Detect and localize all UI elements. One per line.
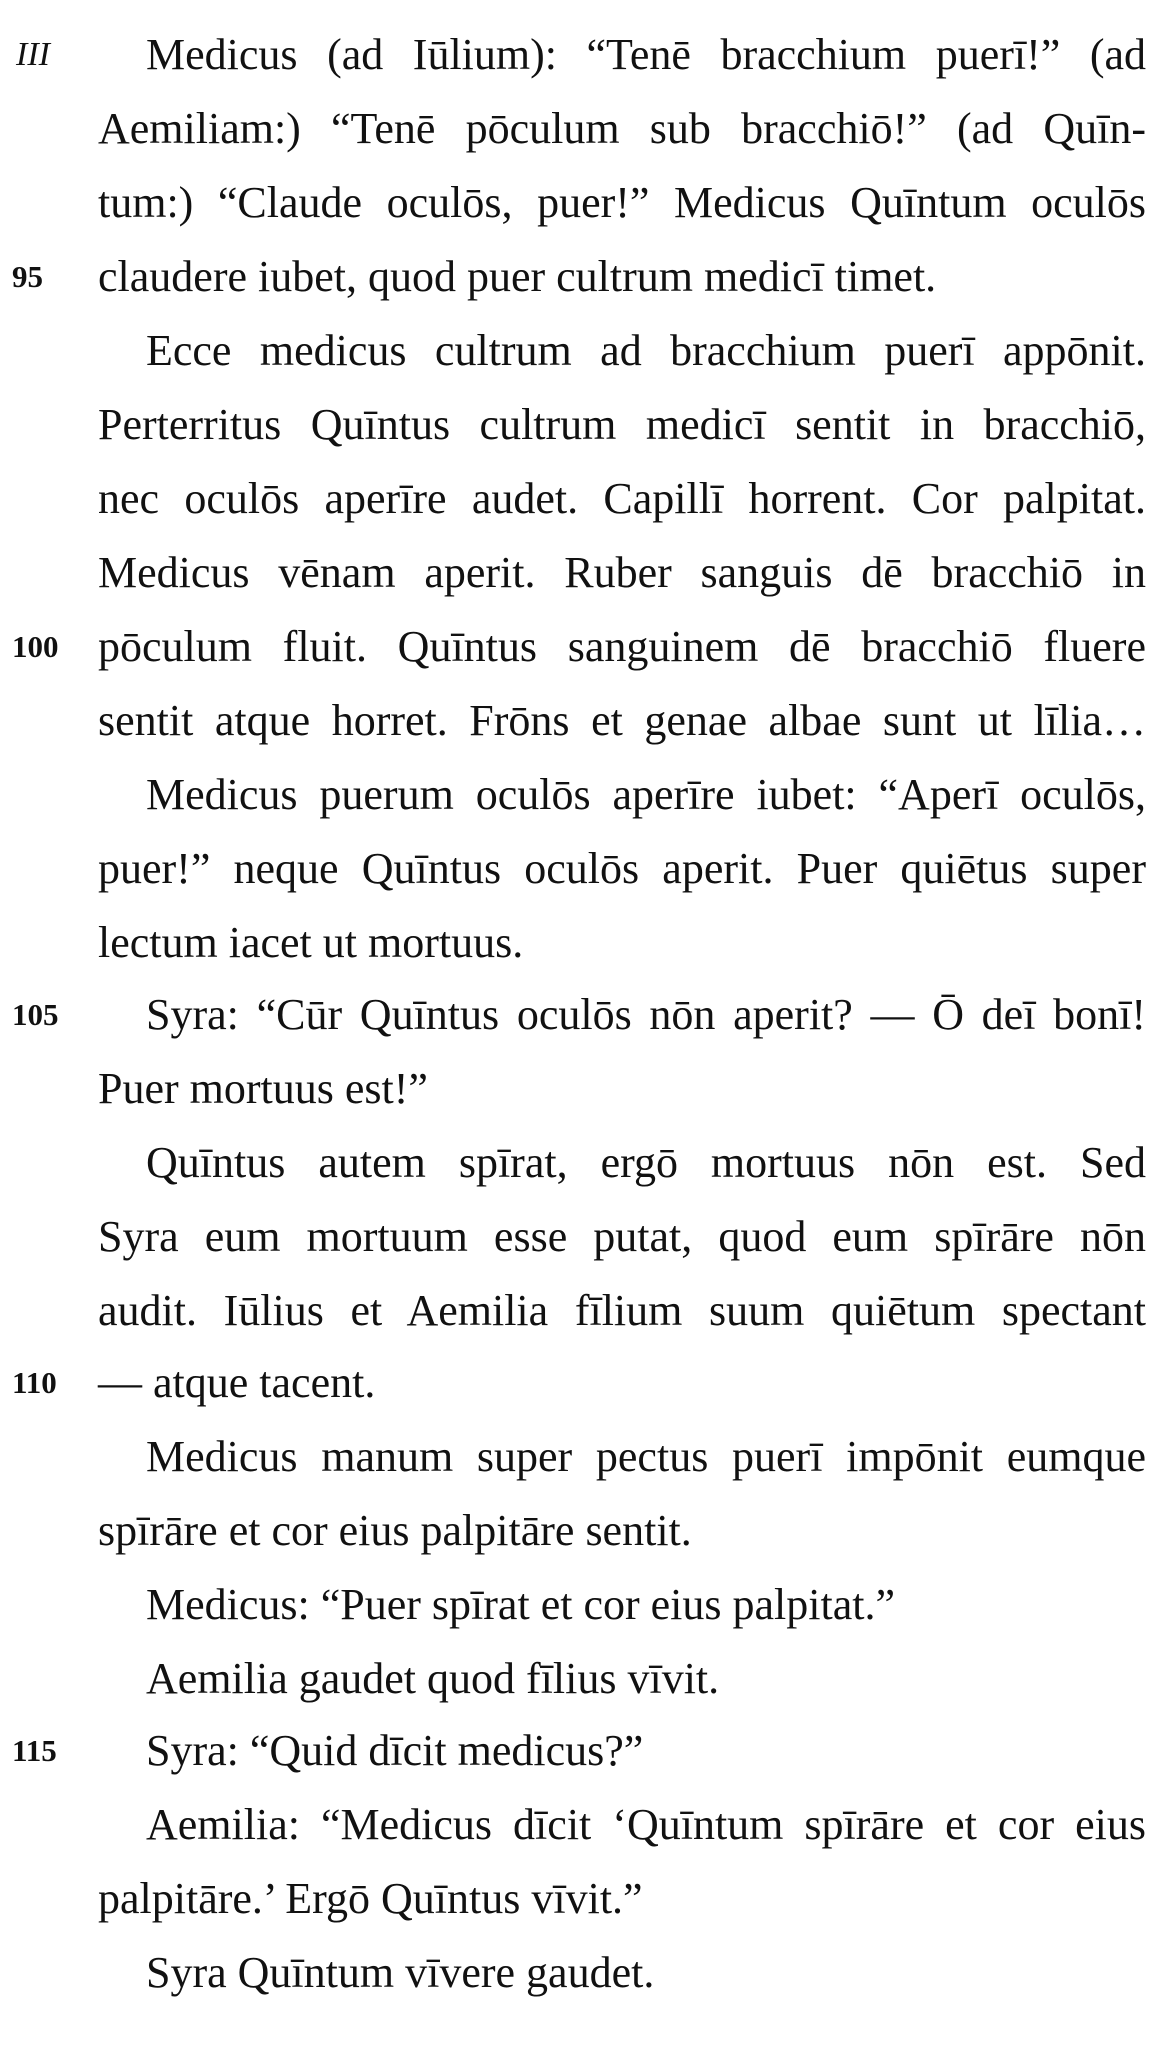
text-line: Puer mortuus est!” [98, 1064, 428, 1113]
text-line: spīrāre et cor eius palpitāre sentit. [98, 1506, 692, 1555]
text-line: Medicus (ad Iūlium): “Tenē bracchium puerī!” (ad [146, 30, 1146, 79]
line-number: 95 [12, 259, 43, 294]
text-line: Medicus puerum oculōs aperīre iubet: “Aperī oculōs, [146, 770, 1146, 819]
text-line: Syra: “Quid dīcit medicus?” [146, 1726, 644, 1775]
text-line: Quīntus autem spīrat, ergō mortuus nōn est. Sed [146, 1138, 1146, 1187]
text-line: Perterritus Quīntus cultrum medicī sentit in bracchiō, [98, 400, 1146, 449]
text-line: — atque tacent. [98, 1358, 376, 1407]
text-line: Aemilia gaudet quod fīlius vīvit. [146, 1654, 720, 1703]
line-number: III [16, 36, 50, 73]
text-line: tum:) “Claude oculōs, puer!” Medicus Quīntum oculōs [98, 178, 1146, 227]
text-line: Medicus: “Puer spīrat et cor eius palpitat.” [146, 1580, 895, 1629]
text-line: Medicus manum super pectus puerī impōnit eumque [146, 1432, 1146, 1481]
text-line: Syra: “Cūr Quīntus oculōs nōn aperit? — Ō deī bonī! [146, 990, 1146, 1039]
text-line: sentit atque horret. Frōns et genae albae sunt ut līlia… [98, 696, 1146, 745]
text-line: audit. Iūlius et Aemilia fīlium suum quiētum spectant [98, 1286, 1146, 1335]
text-line: Syra eum mortuum esse putat, quod eum spīrāre nōn [98, 1212, 1146, 1261]
text-line: puer!” neque Quīntus oculōs aperit. Puer quiētus super [98, 844, 1146, 893]
text-line: nec oculōs aperīre audet. Capillī horrent. Cor palpitat. [98, 474, 1146, 523]
line-number: 100 [12, 629, 59, 664]
text-line: Aemiliam:) “Tenē pōculum sub bracchiō!” (ad Quīn- [98, 104, 1146, 153]
text-line: Aemilia: “Medicus dīcit ‘Quīntum spīrāre et cor eius [146, 1800, 1146, 1849]
line-number: 110 [12, 1365, 57, 1400]
text-line: palpitāre.’ Ergō Quīntus vīvit.” [98, 1874, 643, 1923]
line-number: 105 [12, 997, 59, 1032]
text-line: Medicus vēnam aperit. Ruber sanguis dē bracchiō in [98, 548, 1146, 597]
text-line: lectum iacet ut mortuus. [98, 918, 524, 967]
text-line: claudere iubet, quod puer cultrum medicī timet. [98, 252, 937, 301]
line-number: 115 [12, 1733, 57, 1768]
text-line: pōculum fluit. Quīntus sanguinem dē bracchiō fluere [98, 622, 1146, 671]
text-line: Syra Quīntum vīvere gaudet. [146, 1948, 655, 1997]
text-line: Ecce medicus cultrum ad bracchium puerī appōnit. [146, 326, 1146, 375]
